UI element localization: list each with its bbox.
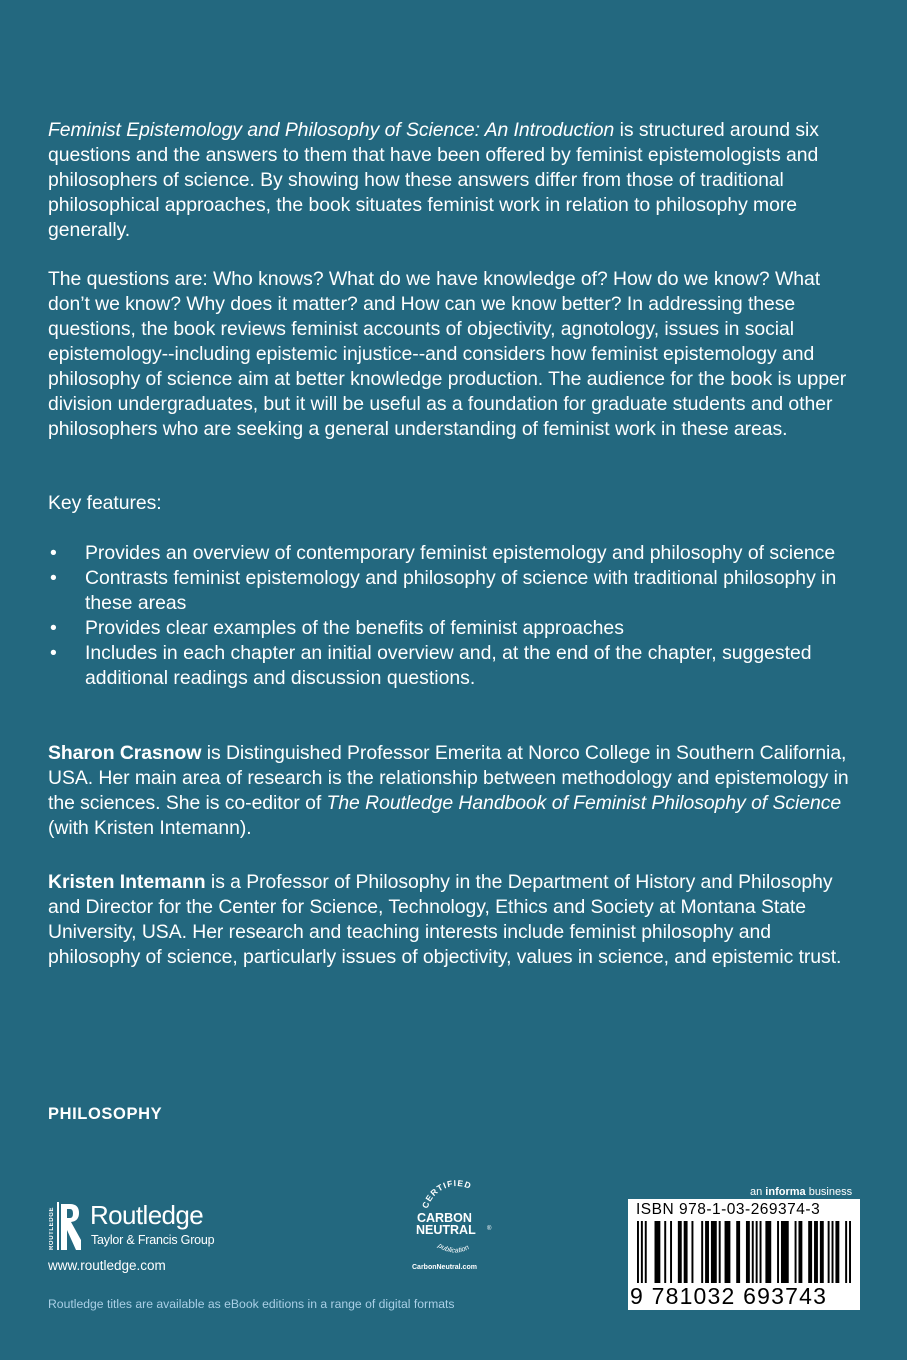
barcode-bar	[701, 1221, 703, 1283]
barcode-bar	[798, 1221, 802, 1283]
author-name: Sharon Crasnow	[48, 742, 202, 764]
barcode-bar	[711, 1221, 717, 1283]
publisher-group: Taylor & Francis Group	[91, 1233, 215, 1247]
barcode-bar	[756, 1221, 758, 1283]
barcode-bar	[691, 1221, 693, 1283]
list-item: • Includes in each chapter an initial overview and, at the end of the chapter, suggested additional readings and discussion questions.	[50, 642, 812, 689]
book-title: Feminist Epistemology and Philosophy of Science: An Introduction	[48, 119, 615, 141]
intro-paragraph	[48, 118, 863, 243]
isbn-barcode	[628, 1199, 860, 1310]
barcode-bar	[828, 1221, 830, 1283]
bullet-icon: •	[50, 542, 57, 564]
barcode-bar	[655, 1221, 661, 1283]
barcode-bar	[814, 1221, 818, 1283]
barcode-bar	[795, 1221, 797, 1283]
barcode-bar	[765, 1221, 771, 1283]
barcode-bar	[705, 1221, 709, 1283]
barcode-bar	[736, 1221, 740, 1283]
barcode-bar	[719, 1221, 721, 1283]
author-bio-crasnow: Sharon Crasnow is Distinguished Professor Emerita at Norco College in Southern California, USA. Her main area of research is the relationship between methodology and epistemology in the sciences. She is co-editor of The Routledge Handbook of Feminist Philosophy of Science (with Kristen Intemann).	[48, 742, 849, 839]
carbon-site: CarbonNeutral.com	[412, 1264, 477, 1271]
barcode-bar	[845, 1221, 847, 1283]
intro-text: is structured around six questions and the answers to them that have been offered by feminist epistemologists and philosophers of science. By showing how these answers differ from those of traditional philosophical approaches, the book situates feminist work in relation to philosophy more generally.	[48, 119, 819, 241]
barcode-bar	[781, 1221, 789, 1283]
barcode-bar	[725, 1221, 731, 1283]
routledge-vertical-text: ROUTLEDGE	[49, 1206, 55, 1250]
barcode-bar	[664, 1221, 666, 1283]
list-item: • Provides clear examples of the benefits of feminist approaches	[50, 617, 624, 639]
ebook-note: Routledge titles are available as eBook editions in a range of digital formats	[48, 1297, 455, 1311]
key-features-label: Key features:	[48, 492, 162, 514]
list-item: • Provides an overview of contemporary feminist epistemology and philosophy of science	[50, 542, 836, 564]
barcode-bar	[760, 1221, 762, 1283]
list-item: • Contrasts feminist epistemology and philosophy of science with traditional philosophy in these areas	[50, 567, 837, 614]
subject-category: PHILOSOPHY	[48, 1105, 163, 1123]
author-bio-intemann: Kristen Intemann is a Professor of Philosophy in the Department of History and Philosophy and Director for the Center for Science, Technology, Ethics and Society at Montana State University, USA. Her research and teaching interests include feminist philosophy and philosophy of science, particularly issues of objectivity, values in science, and epistemic trust.	[48, 871, 842, 968]
barcode-bar	[832, 1221, 834, 1283]
barcode-bar	[637, 1221, 639, 1283]
barcode-bar	[645, 1221, 647, 1283]
publisher-website[interactable]: www.routledge.com	[48, 1258, 166, 1273]
handbook-title: The Routledge Handbook of Feminist Philosophy of Science	[326, 792, 842, 814]
barcode-bar	[678, 1221, 682, 1283]
isbn-label: ISBN 978-1-03-269374-3	[636, 1201, 821, 1218]
questions-paragraph: The questions are: Who knows? What do we have knowledge of? How do we know? What don’t we know? Why does it matter? and How can we know better? In addressing these questions, the book reviews feminist accounts of objectivity, agnotology, issues in social epistemology--including epistemic injustice--and considers how feminist epistemology and philosophy of science aim at better knowledge production. The audience for the book is upper division undergraduates, but it will be useful as a foundation for graduate students and other philosophers who are seeking a general understanding of feminist work in these areas.	[48, 268, 847, 440]
bullet-icon: •	[50, 567, 57, 589]
barcode-bar	[835, 1221, 839, 1283]
neutral-word: NEUTRAL	[416, 1223, 476, 1237]
barcode-bar	[777, 1221, 779, 1283]
barcode-bar	[670, 1221, 672, 1283]
carbon-word: CARBON	[417, 1211, 472, 1225]
carbon-certified-text: CERTIFIED	[419, 1178, 474, 1210]
publication-text: publication	[436, 1242, 471, 1255]
barcode-bar	[849, 1221, 851, 1283]
informa-tagline: an informa business	[750, 1186, 853, 1198]
barcode-digits: 9 781032 693743	[630, 1283, 828, 1309]
key-features-list	[48, 541, 863, 691]
bullet-icon: •	[50, 617, 57, 639]
publisher-name: Routledge	[90, 1200, 204, 1230]
barcode-bar	[808, 1221, 812, 1283]
barcode-bar	[684, 1221, 688, 1283]
barcode-bar	[746, 1221, 750, 1283]
barcode-bar	[752, 1221, 754, 1283]
carbon-neutral-logo	[405, 1178, 505, 1278]
barcode-bars	[634, 1221, 854, 1287]
registered-mark: ®	[487, 1226, 492, 1232]
barcode-bar	[820, 1221, 824, 1283]
routledge-logo	[48, 1200, 288, 1256]
author-name: Kristen Intemann	[48, 871, 206, 893]
barcode-bar	[641, 1221, 643, 1283]
bullet-icon: •	[50, 642, 57, 664]
